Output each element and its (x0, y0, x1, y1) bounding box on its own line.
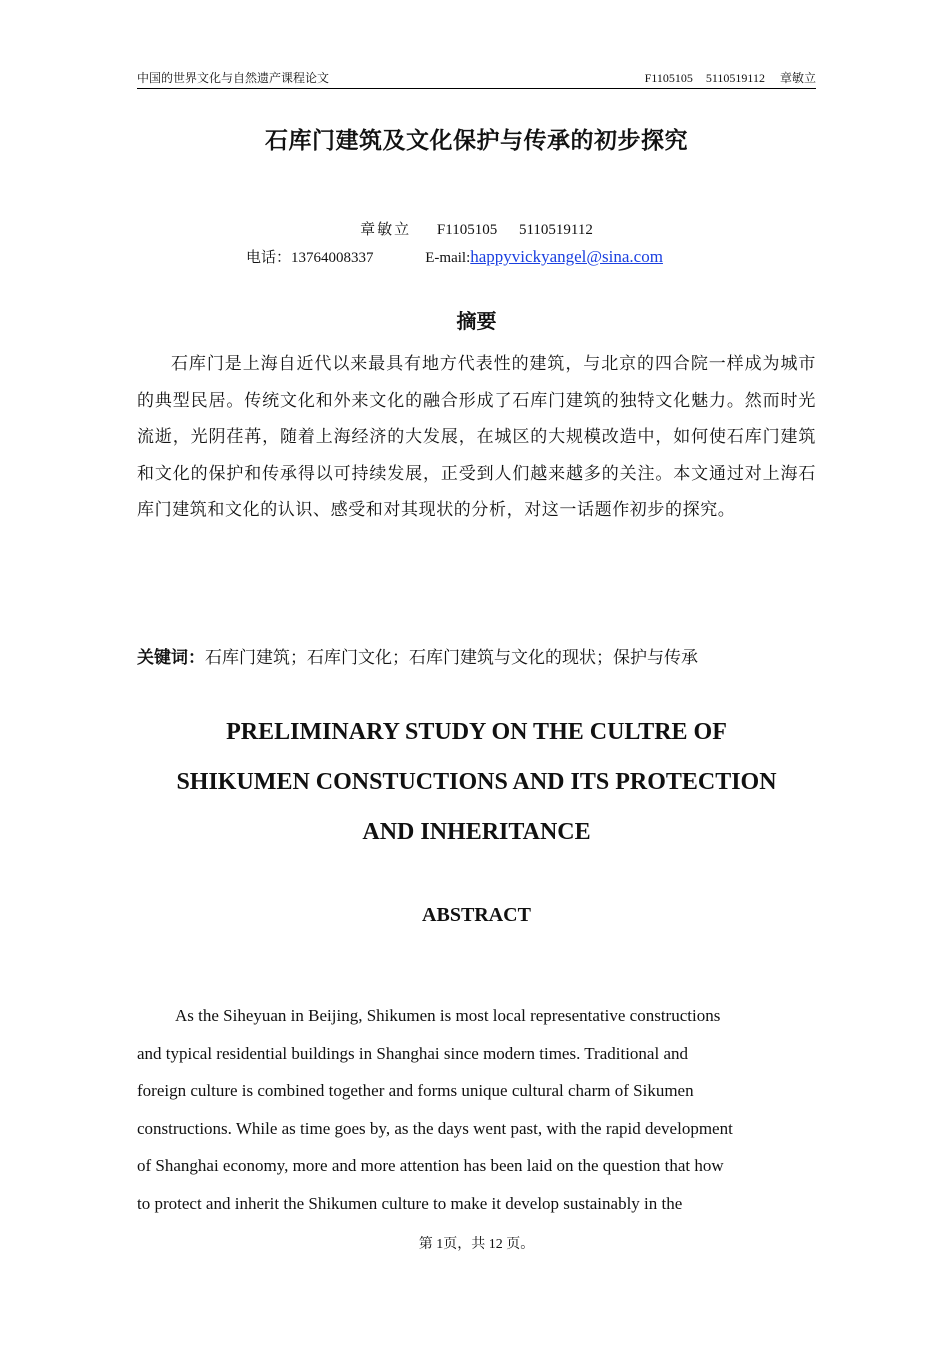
abstract-english-line: As the Siheyuan in Beijing, Shikumen is most local representative constructions (175, 1006, 721, 1025)
abstract-english-line: foreign culture is combined together and forms unique cultural charm of Sikumen (137, 1081, 694, 1100)
abstract-body-chinese: 石库门是上海自近代以来最具有地方代表性的建筑，与北京的四合院一样成为城市的典型民居。传统文化和外来文化的融合形成了石库门建筑的独特文化魅力。然而时光流逝，光阴荏苒，随着上海经济的大发展，在城区的大规模改造中，如何使石库门建筑和文化的保护和传承得以可持续发展，正受到人们越来越多的关注。本文通过对上海石库门建筑和文化的认识、感受和对其现状的分析，对这一话题作初步的探究。 (137, 354, 816, 519)
keywords-label: 关键词： (137, 648, 205, 668)
email-label: E-mail: (425, 250, 471, 266)
abstract-english-line: and typical residential buildings in Shanghai since modern times. Traditional and (137, 1043, 688, 1063)
header-author-name: 章敏立 (779, 71, 816, 85)
page-footer: 第 1页，共 12 页。 (418, 1237, 535, 1252)
abstract-body-english (137, 997, 816, 1222)
abstract-heading-chinese: 摘要 (456, 309, 497, 333)
header-author-info (645, 69, 816, 86)
abstract-english-line: to protect and inherit the Shikumen culture to make it develop sustainably in the (137, 1193, 683, 1213)
paper-title-english (137, 707, 816, 857)
abstract-english-line: constructions. While as time goes by, as the days went past, with the rapid development (137, 1118, 733, 1138)
header-course-title: 中国的世界文化与自然遗产课程论文 (137, 71, 330, 85)
email-link[interactable]: happyvickyangel@sina.com (470, 247, 663, 266)
header-class-code: F1105105 (644, 71, 693, 85)
running-header (137, 68, 816, 89)
author-line (137, 218, 816, 239)
author-student-id: 5110519112 (518, 222, 593, 238)
phone-number: 电话：13764008337 (246, 250, 374, 266)
title-english-line-1: PRELIMINARY STUDY ON THE CULTRE OF (226, 719, 727, 745)
keywords-text: 石库门建筑；石库门文化；石库门建筑与文化的现状；保护与传承 (205, 648, 698, 667)
contact-line (246, 246, 663, 267)
abstract-english-line: of Shanghai economy, more and more attention has been laid on the question that how (137, 1156, 724, 1175)
abstract-heading-english: ABSTRACT (422, 904, 531, 926)
author-name: 章敏立 (360, 222, 412, 238)
paper-title-chinese: 石库门建筑及文化保护与传承的初步探究 (265, 128, 688, 154)
author-class-code: F1105105 (436, 222, 498, 238)
header-student-id: 5110519112 (705, 71, 765, 85)
title-english-line-2: SHIKUMEN CONSTUCTIONS AND ITS PROTECTION (176, 769, 777, 795)
keywords-line (137, 643, 698, 668)
title-english-line-3: AND INHERITANCE (362, 819, 591, 845)
